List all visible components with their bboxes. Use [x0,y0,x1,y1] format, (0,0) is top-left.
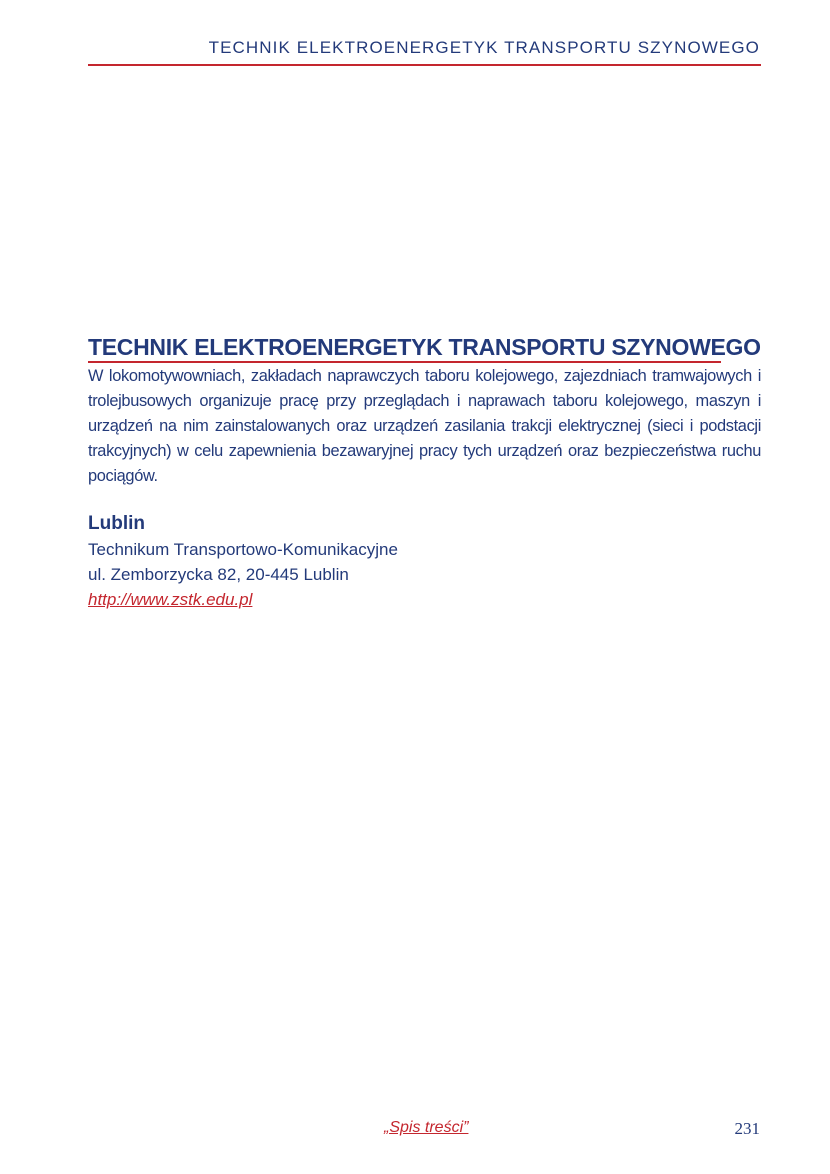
school-address: ul. Zemborzycka 82, 20-445 Lublin [88,565,349,584]
header-divider [88,64,761,66]
section-title: TECHNIK ELEKTROENERGETYK TRANSPORTU SZYNOWEGO [88,334,761,360]
city-heading: Lublin [88,513,145,534]
title-underline [88,361,721,363]
page-number: 231 [734,1119,760,1138]
running-header: TECHNIK ELEKTROENERGETYK TRANSPORTU SZYNOWEGO [208,38,760,57]
profession-description: W lokomotywowniach, zakładach naprawczych taboru kolejowego, zajezdniach tramwajowych i trolejbusowych organizuje pracę przy przeglądach i naprawach taboru kolejowego, maszyn i urządzeń na nim zainstalowanych oraz urządzeń zasilania trakcji elektrycznej (sieci i podstacji trakcyjnych) w celu zapewnienia bezawaryjnej pracy tych urządzeń oraz bezpieczeństwa ruchu pociągów. [88,367,761,485]
school-name: Technikum Transportowo-Komunikacyjne [88,540,398,559]
table-of-contents-link[interactable]: „Spis treści” [384,1119,469,1136]
school-website-link[interactable]: http://www.zstk.edu.pl [88,590,253,609]
